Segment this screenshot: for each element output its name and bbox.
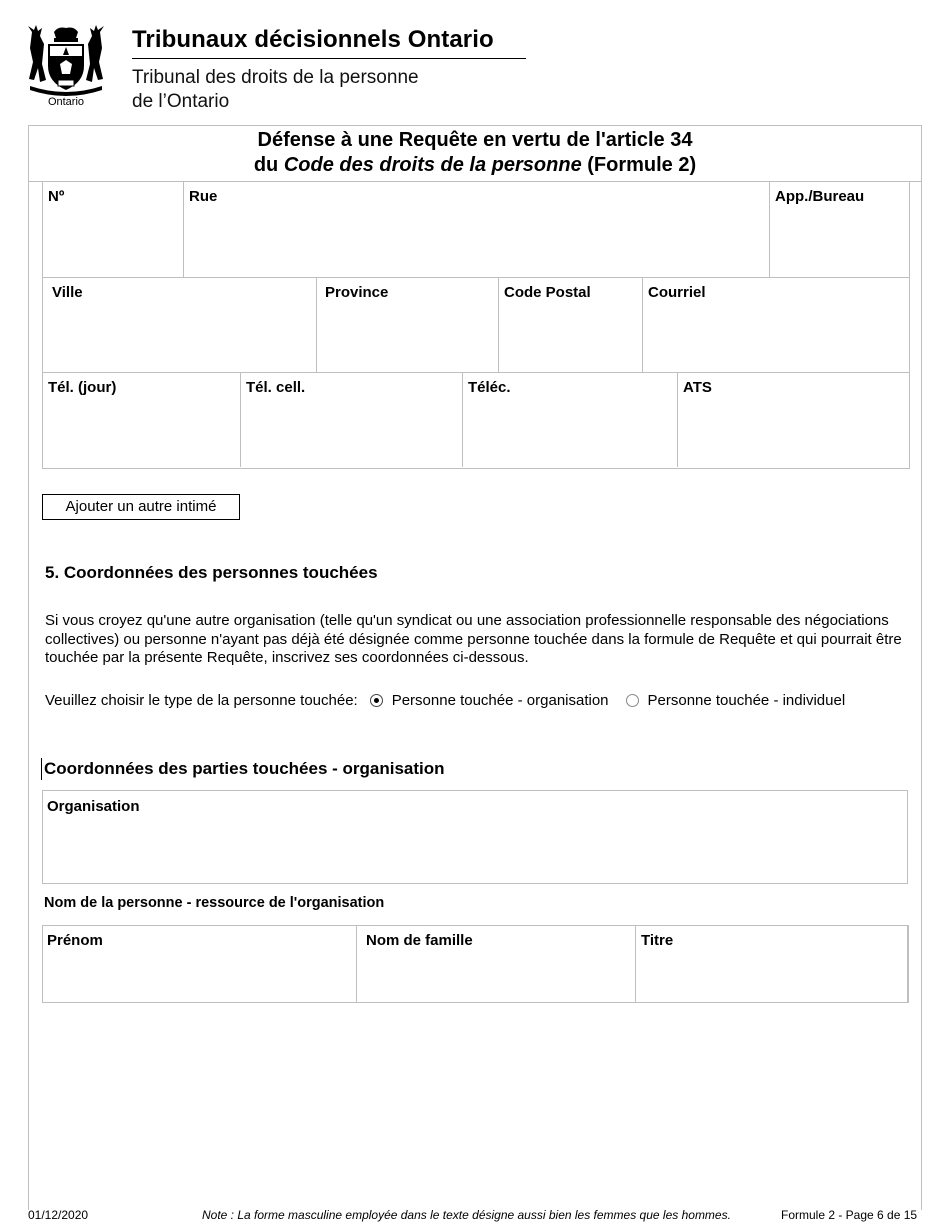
footer-note: Note : La forme masculine employée dans le texte désigne aussi bien les femmes que les hommes. (202, 1208, 731, 1222)
footer-date: 01/12/2020 (28, 1208, 89, 1222)
number-field[interactable] (43, 182, 184, 278)
phone-day-field[interactable] (43, 373, 241, 467)
tty-field[interactable] (678, 373, 909, 467)
form-title-line1: Défense à une Requête en vertu de l'article 34 (257, 129, 693, 151)
fax-label: Téléc. (468, 379, 511, 396)
text-cursor (41, 758, 42, 780)
title-label: Titre (641, 932, 674, 949)
tribunal-name (132, 66, 419, 114)
province-label: Province (325, 284, 389, 301)
frame-left (28, 125, 29, 1210)
add-respondent-button[interactable]: Ajouter un autre intimé (42, 494, 240, 520)
tribunal-name-line1: Tribunal des droits de la personne (132, 67, 419, 88)
radio-individual-icon[interactable] (626, 694, 639, 707)
province-field[interactable] (317, 278, 499, 373)
radio-organisation-label[interactable]: Personne touchée - organisation (391, 692, 609, 709)
number-label: Nº (48, 188, 65, 205)
radio-individual-label[interactable]: Personne touchée - individuel (647, 692, 846, 709)
city-field[interactable] (43, 278, 317, 373)
postal-code-label: Code Postal (504, 284, 591, 301)
title-prefix: du (253, 154, 284, 176)
first-name-label: Prénom (47, 932, 103, 949)
contact-person-label: Nom de la personne - ressource de l'organisation (44, 895, 385, 911)
street-label: Rue (189, 188, 218, 205)
address-grid (42, 182, 910, 469)
contact-name-grid (42, 925, 909, 1003)
suite-label: App./Bureau (775, 188, 865, 205)
logo-caption: Ontario (47, 96, 85, 108)
footer-page-number: Formule 2 - Page 6 de 15 (781, 1208, 918, 1222)
title-field[interactable] (636, 926, 908, 1002)
title-suffix: (Formule 2) (581, 154, 697, 176)
tribunal-name-line2: de l’Ontario (132, 91, 230, 112)
last-name-label: Nom de famille (366, 932, 473, 949)
tty-label: ATS (683, 379, 712, 396)
suite-field[interactable] (770, 182, 909, 278)
organisation-label: Organisation (47, 798, 140, 815)
section-5-heading: 5. Coordonnées des personnes touchées (45, 563, 378, 582)
fax-field[interactable] (463, 373, 678, 467)
first-name-field[interactable] (43, 926, 357, 1002)
cell-phone-label: Tél. cell. (246, 379, 306, 396)
city-label: Ville (52, 284, 83, 301)
last-name-field[interactable] (357, 926, 636, 1002)
coat-of-arms-icon (24, 24, 108, 98)
affected-org-heading: Coordonnées des parties touchées - organisation (44, 759, 445, 778)
section-5-instructions: Si vous croyez qu'une autre organisation (telle qu'un syndicat ou une association professionnelle responsable des négociations collectives) ou personne n'ayant pas déjà été désignée comme personne touchée dans la formule de Requête et qui pourrait être touchée par la présente Requête, inscrivez ses coordonnées ci-dessous. (45, 612, 902, 666)
title-code-name: Code des droits de la personne (283, 154, 582, 176)
email-field[interactable] (643, 278, 909, 373)
phone-day-label: Tél. (jour) (48, 379, 117, 396)
affected-type-radio-group (45, 692, 845, 709)
street-field[interactable] (184, 182, 770, 278)
org-name: Tribunaux décisionnels Ontario (132, 26, 494, 53)
postal-code-field[interactable] (499, 278, 643, 373)
header-rule (132, 58, 526, 59)
email-label: Courriel (648, 284, 706, 301)
frame-right (921, 125, 922, 1210)
form-title-line2 (28, 153, 922, 178)
organisation-field[interactable] (42, 790, 908, 884)
cell-phone-field[interactable] (241, 373, 463, 467)
form-title (28, 125, 922, 182)
radio-prompt: Veuillez choisir le type de la personne touchée: (45, 692, 358, 709)
radio-organisation-icon[interactable] (370, 694, 383, 707)
